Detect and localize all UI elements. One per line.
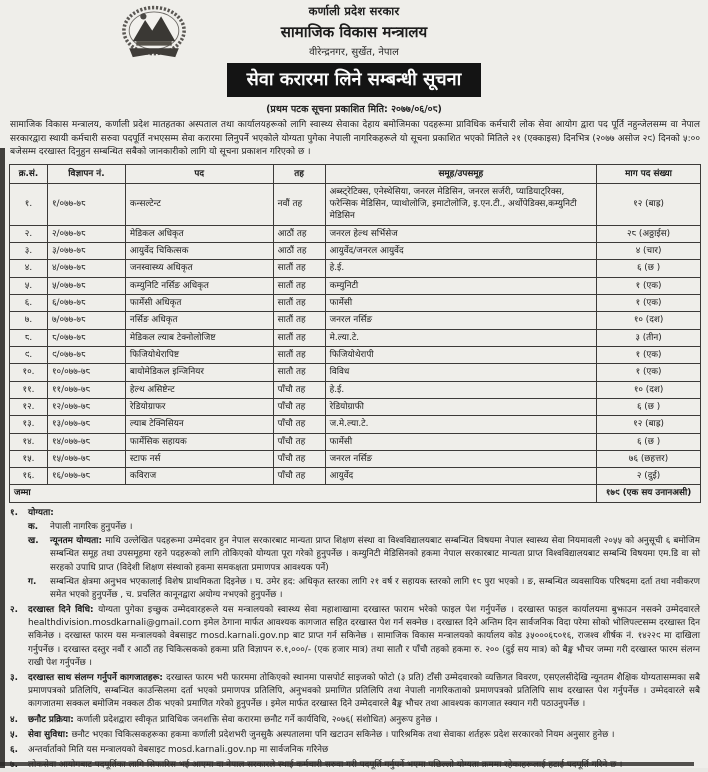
table-cell: पाँचौ तह [273, 468, 325, 485]
vacancy-table-body [10, 183, 701, 502]
table-row [10, 243, 701, 260]
table-row [10, 183, 701, 225]
table-row [10, 450, 701, 467]
document-header [0, 0, 708, 115]
table-cell: सातौं तह [273, 277, 325, 294]
table-cell: १४/०७७-७८ [47, 433, 125, 450]
government-emblem-icon [108, 4, 200, 66]
section-number: ६. [10, 744, 18, 755]
table-cell: सातौं तह [273, 312, 325, 329]
table-cell: रेडियोग्राफर [125, 398, 273, 415]
table-cell: १. [10, 183, 48, 225]
table-cell: ११/०७७-७८ [47, 381, 125, 398]
table-row [10, 260, 701, 277]
table-cell: ८/०७७-७८ [47, 329, 125, 346]
published-date: (प्रथम पटक सूचना प्रकाशित मिति: २०७७/०६/०८) [266, 104, 442, 115]
ministry-name: सामाजिक विकास मन्त्रालय [280, 23, 428, 41]
scan-edge-left [0, 148, 5, 768]
table-cell: हे.ई. [325, 381, 597, 398]
subitem-lead: न्यूनतम योग्यता: [50, 536, 106, 547]
table-total-row [10, 485, 701, 502]
col-header-serial: क्र.सं. [10, 164, 48, 183]
table-cell: १३. [10, 416, 48, 433]
table-row [10, 433, 701, 450]
table-cell: ५. [10, 277, 48, 294]
table-cell: ४. [10, 260, 48, 277]
col-header-post: पद [125, 164, 273, 183]
section-number: ५. [10, 729, 18, 740]
table-cell: ७/०७७-७८ [47, 312, 125, 329]
table-cell: १६/०७७-७८ [47, 468, 125, 485]
table-row [10, 277, 701, 294]
section-subitem [28, 535, 700, 575]
table-cell: ४ (चार) [597, 243, 701, 260]
government-name: कर्णाली प्रदेश सरकार [308, 4, 400, 18]
ministry-address: वीरेन्द्रनगर, सुर्खेत, नेपाल [309, 47, 399, 58]
table-cell: २/०७७-७८ [47, 225, 125, 242]
subitem-label: ग. [28, 576, 37, 587]
section-item [10, 604, 700, 670]
table-cell: ४/०७७-७८ [47, 260, 125, 277]
table-row [10, 312, 701, 329]
table-cell: जनरल नर्सिङ [325, 312, 597, 329]
table-cell: ३. [10, 243, 48, 260]
table-cell: नवौं तह [273, 183, 325, 225]
table-cell: ८. [10, 329, 48, 346]
table-cell: ६ (छ ) [597, 433, 701, 450]
table-cell: ६ (छ ) [597, 260, 701, 277]
table-cell: अब्स्ट्रेटिक्स, एनेस्थेसिया, जनरल मेडिसिन, जनरल सर्जरी, प्याडियाट्रिक्स, फरेन्सिक मेडिसिन, प्याथोलोजि, इमाटोलोजि, इ.एन.टी., अर्थोपेडिक्स,कम्युनिटी मेडिसिन [325, 183, 597, 225]
section-subitem [28, 521, 700, 534]
table-cell: स्टाफ नर्स [125, 450, 273, 467]
section-title: छनौट प्रक्रिया: [28, 714, 77, 725]
table-cell: २. [10, 225, 48, 242]
table-row [10, 295, 701, 312]
table-row [10, 329, 701, 346]
section-body: दरखास्त साथ संलग्न गर्नुपर्ने कागजातहरू: दरखास्त फारम भरी फारममा तोकिएको स्थानमा पासपोर्ट साइजको फोटो (३ प्रति) टाँसी उम्मेदवारको व्यक्तिगत विवरण, एसएलसीदेखि न्यूनतम शैक्षिक योग्यतासम्मका सबै प्रमाणपत्रको प्रतिलिपि, सम्बन्धित काउन्सिलमा दर्ता भएको प्रमाणपत्र प्रतिलिपि, अनुभवको प्रमाणित प्रतिलिपि तथा नेपाली नागरिकताको प्रमाणपत्रको प्रतिलिपि साथ दरखास्त पेश गर्नुपर्नेछ । उम्मेदवारले सबै कागजातमा सक्कल बमोजिम नक्कल ठीक भएको प्रमाणित गरेको हुनुपर्नेछ । इमेल मार्फत दरखास्त दिने उम्मेदवारले बैङ्क भौचर तथा आवश्यक कागजात स्क्यान गरी पठाउनुपर्नेछ । [28, 673, 700, 710]
table-cell: ६ (छ ) [597, 398, 701, 415]
section-item [10, 744, 700, 757]
table-cell: १२ (बाह्र) [597, 183, 701, 225]
table-cell: १३/०७७-७८ [47, 416, 125, 433]
table-cell: १ (एक) [597, 364, 701, 381]
table-cell: २ (दुई) [597, 468, 701, 485]
table-cell: १० (दश) [597, 381, 701, 398]
table-cell: १० (दश) [597, 312, 701, 329]
total-value: १७९ (एक सय उनानअसी) [597, 485, 701, 502]
table-cell: १/०७७-७८ [47, 183, 125, 225]
table-cell: मे.ल्या.टे. [325, 329, 597, 346]
intro-paragraph: सामाजिक विकास मन्त्रालय, कर्णाली प्रदेश मातहतका अस्पताल तथा कार्यालयहरूको लागि स्वास्थ्य सेवाका देहाय बमोजिमका पदहरूमा प्राविधिक कर्मचारी लोक सेवा आयोग द्वारा पद पूर्ति नहुन्जेलसम्म वा नेपाल सरकारद्वारा स्थायी कर्मचारी सरुवा पदपूर्ति नभएसम्म सेवा करारमा लिनुपर्ने भएकोले योग्यता पुगेका नेपाली नागरिकहरूले यो सूचना प्रकाशित भएको मितिले २१ (एक्काइस) दिनभित्र (२०७७ असोज २९) दिनको ५:०० बजेसम्म दरखास्त दिनुहुन सम्बन्धित सबैको जानकारीको लागि यो सूचना प्रकाशन गरिएको छ । [10, 120, 700, 157]
table-cell: फार्मेसी अधिकृत [125, 295, 273, 312]
table-cell: ११. [10, 381, 48, 398]
table-cell: ९. [10, 346, 48, 363]
table-cell: १०. [10, 364, 48, 381]
section-body [28, 507, 700, 602]
table-cell: आठौं तह [273, 225, 325, 242]
col-header-advert-no: विज्ञापन नं. [47, 164, 125, 183]
table-row [10, 346, 701, 363]
section-title: योग्यता: [28, 507, 54, 518]
table-cell: ६/०७७-७८ [47, 295, 125, 312]
table-cell: फिजियोथेरापिष्ट [125, 346, 273, 363]
table-row [10, 416, 701, 433]
table-cell: १२/०७७-७८ [47, 398, 125, 415]
table-cell: मेडिकल अधिकृत [125, 225, 273, 242]
table-cell: पाँचौ तह [273, 416, 325, 433]
table-row [10, 398, 701, 415]
table-cell: १४. [10, 433, 48, 450]
table-cell: जनरल हेल्थ सर्भिसेज [325, 225, 597, 242]
table-cell: ज.मे.ल्या.टे. [325, 416, 597, 433]
table-cell: कम्युनिटी [325, 277, 597, 294]
table-cell: मेडिकल ल्याब टेक्नोलोजिष्ट [125, 329, 273, 346]
table-cell: २८ (अठ्ठाईस) [597, 225, 701, 242]
table-cell: जनस्वास्थ्य अधिकृत [125, 260, 273, 277]
table-cell: ३ (तीन) [597, 329, 701, 346]
table-cell: १२. [10, 398, 48, 415]
table-cell: ५/०७७-७८ [47, 277, 125, 294]
table-cell: फार्मेसिक सहायक [125, 433, 273, 450]
table-cell: १५. [10, 450, 48, 467]
section-number: १. [10, 507, 18, 518]
table-cell: ९/०७७-७८ [47, 346, 125, 363]
table-cell: ल्याब टेक्निसियन [125, 416, 273, 433]
section-title: दरखास्त दिने विधि: [28, 605, 99, 616]
section-item [10, 729, 700, 742]
total-label: जम्मा [10, 485, 597, 502]
table-cell: कविराज [125, 468, 273, 485]
vacancy-table [9, 164, 701, 503]
table-cell: कम्युनिटि नर्सिङ अधिकृत [125, 277, 273, 294]
table-cell: १ (एक) [597, 277, 701, 294]
col-header-level: तह [273, 164, 325, 183]
table-cell: आयुर्वेद [325, 468, 597, 485]
table-cell: नर्सिङ अधिकृत [125, 312, 273, 329]
section-title: दरखास्त साथ संलग्न गर्नुपर्ने कागजातहरू: [28, 673, 167, 683]
table-cell: पाँचौ तह [273, 450, 325, 467]
table-cell: ७. [10, 312, 48, 329]
table-cell: रेडियोग्राफी [325, 398, 597, 415]
table-cell: १५/०७७-७८ [47, 450, 125, 467]
table-cell: १ (एक) [597, 346, 701, 363]
subitem-label: ख. [28, 536, 39, 547]
table-header-row [10, 164, 701, 183]
table-cell: पाँचौ तह [273, 381, 325, 398]
table-cell: आयुर्वेद/जनरल आयुर्वेद [325, 243, 597, 260]
section-number: ३. [10, 673, 18, 683]
section-number: ४. [10, 714, 18, 725]
table-cell: सातौं तह [273, 295, 325, 312]
table-cell: सातौं तह [273, 346, 325, 363]
table-row [10, 381, 701, 398]
section-subitem [28, 576, 700, 602]
section-body: अन्तर्वार्ताको मिति यस मन्त्रालयको वेबसाइट mosd.karnali.gov.np मा सार्वजनिक गरिनेछ [28, 744, 329, 755]
notice-title: सेवा करारमा लिने सम्बन्धी सूचना [227, 63, 482, 97]
table-cell: आठौं तह [273, 243, 325, 260]
table-cell: सातौं तह [273, 260, 325, 277]
subitem-text: सम्बन्धित क्षेत्रमा अनुभव भएकालाई विशेष प्राथमिकता दिइनेछ । घ. उमेर हद: अधिकृत स्तरका लागि २१ वर्ष र सहायक स्तरको लागि १८ पुरा भएको । ङ, सम्बन्धित व्यवसायिक परिषदमा दर्ता तथा नवीकरण समेत भएको हुनुपर्नेछ , च. प्रचलित कानूनद्वारा अयोग्य नभएको हुनुपर्नेछ । [50, 576, 700, 600]
table-cell: १२ (बाह्र) [597, 416, 701, 433]
subitem-text: न्यूनतम योग्यता: माथि उल्लेखित पदहरूमा उम्मेदवार हुन नेपाल सरकारबाट मान्यता प्राप्त शिक्षण संस्था वा विश्वविद्यालयबाट सम्बन्धित विषयमा नेपाल स्वास्थ्य सेवा नियमावली २०५५ को अनुसूची ६ बमोजिम सम्बन्धित समूह तथा उपसमूहमा रहने पदहरूको लागि तोकिएको योग्यता पूरा गरेको हुनुपर्नेछ । कम्युनिटी मेडिसिनको हकमा नेपाल सरकारबाट मान्यता प्राप्त विश्वविद्यालयबाट सम्बन्धि विषयमा एम.डि वा सो सरहको उपाधि प्राप्त (विदेशी शिक्षण संस्थाको हकमा समकक्षता प्रमाणपत्र आवश्यक पर्ने) [50, 536, 700, 573]
table-cell: पाँचौ तह [273, 433, 325, 450]
table-cell: विविध [325, 364, 597, 381]
section-body: दरखास्त दिने विधि: योग्यता पुगेका इच्छुक उम्मेदवारहरूले यस मन्त्रालयको स्वास्थ्य सेवा महाशाखामा दरखास्त फाराम भरेको फाइल पेश गर्नुपर्नेछ । दरखास्त फाइल कार्यालयमा बुझाउन नसक्ने उम्मेदवारले healthdivision.mosdkarnali@gmail.com इमेल ठेगाना मार्फत आवश्यक कागजात सहित दरखास्त पेश गर्न सक्नेछ । दरखास्त दिने अन्तिम दिन सार्वजनिक विदा परेमा सोको भोलिपल्टसम्म दरखास्त दिन सकिनेछ । दरखास्त फारम यस मन्त्रालयको वेबसाइट mosd.karnali.gov.np बाट प्राप्त गर्न सकिनेछ । सामाजिक विकास मन्त्रालयको कार्यालय कोड ३५०००६८०१६, राजश्व शीर्षक नं. १४२२९ मा दाखिला गर्नुपर्नेछ । दरखास्त दस्तुर नवौं र आठौं तह चिकित्सकको हकमा प्रति विज्ञापन रु.१,०००/- (एक हजार मात्र) तथा सातौ र पाँचौ तहको हकमा रु. २०० (दुई सय मात्र) को बैङ्क भौचर जम्मा गरी दरखास्त फारम संलग्न राखी पेश गर्नुपर्नेछ । [28, 605, 700, 668]
table-cell: १ (एक) [597, 295, 701, 312]
section-body: सेवा सुविधा: छनौट भएका चिकित्सकहरूका हकमा कर्णाली प्रदेशभरी जुनसुकै अस्पतालमा पनि खटाउन सकिनेछ । पारिश्रमिक तथा सेवाका शर्तहरू प्रदेश सरकारको नियम अनुसार हुनेछ । [28, 729, 615, 740]
subitem-text: नेपाली नागरिक हुनुपर्नेछ । [50, 521, 133, 532]
table-cell: आयुर्वेद चिकित्सक [125, 243, 273, 260]
table-row [10, 225, 701, 242]
table-row [10, 468, 701, 485]
section-item [10, 672, 700, 712]
subitem-label: क. [28, 521, 39, 532]
table-cell: १६. [10, 468, 48, 485]
table-cell: १०/०७७-७८ [47, 364, 125, 381]
section-item [10, 714, 700, 727]
table-cell: फार्मेसी [325, 433, 597, 450]
section-title: सेवा सुविधा: [28, 729, 72, 740]
table-cell: हेल्थ असिष्टेन्ट [125, 381, 273, 398]
table-cell: ७६ (छहत्तर) [597, 450, 701, 467]
table-cell: फिजियोथेरापी [325, 346, 597, 363]
scan-edge-bottom [0, 762, 694, 766]
table-cell: बायोमेडिकल इन्जिनियर [125, 364, 273, 381]
section-number: २. [10, 605, 18, 616]
conditions-list [10, 507, 700, 772]
section-item [10, 507, 700, 602]
col-header-group: समूह/उपसमूह [325, 164, 597, 183]
table-cell: कन्सल्टेन्ट [125, 183, 273, 225]
table-cell: जनरल नर्सिङ [325, 450, 597, 467]
table-cell: ३/०७७-७८ [47, 243, 125, 260]
col-header-demand-count: माग पद संख्या [597, 164, 701, 183]
table-cell: फार्मेसी [325, 295, 597, 312]
table-cell: ६. [10, 295, 48, 312]
table-cell: सातौं तह [273, 329, 325, 346]
table-cell: पाँचौ तह [273, 398, 325, 415]
table-cell: हे.ई. [325, 260, 597, 277]
table-row [10, 364, 701, 381]
section-body: छनौट प्रक्रिया: कर्णाली प्रदेशद्वारा स्वीकृत प्राविधिक जनशक्ति सेवा करारमा छनौट गर्ने कार्यविधि, २०७६( संशोधित) अनुरूप हुनेछ । [28, 714, 438, 725]
table-cell: सातौ तह [273, 364, 325, 381]
